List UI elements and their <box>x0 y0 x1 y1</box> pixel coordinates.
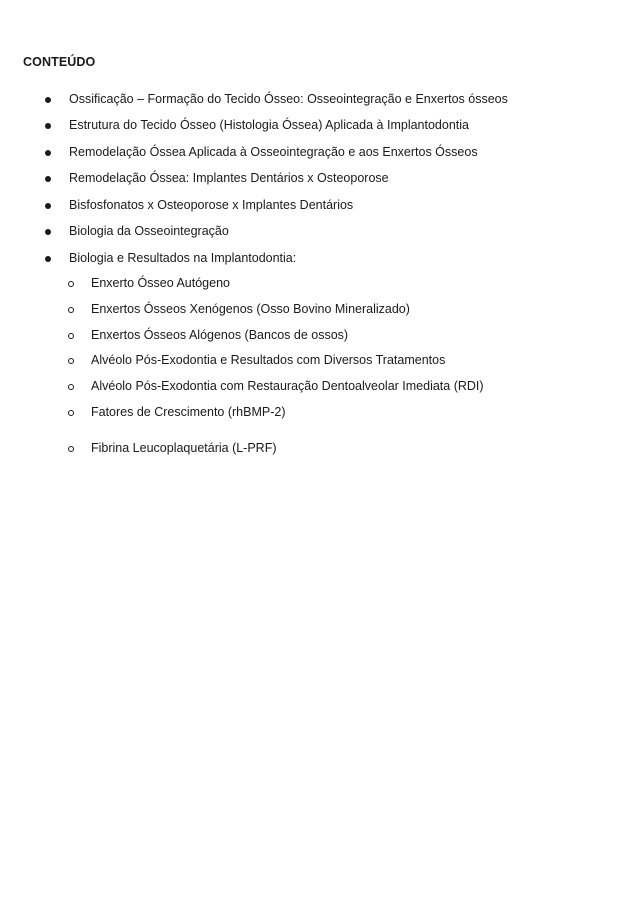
list-item: Estrutura do Tecido Ósseo (Histologia Óssea) Aplicada à Implantodontia <box>69 118 469 132</box>
sub-bullet-icon <box>68 281 74 287</box>
sub-list-item: Fatores de Crescimento (rhBMP-2) <box>91 405 286 419</box>
list-item: Bisfosfonatos x Osteoporose x Implantes Dentários <box>69 198 354 212</box>
sub-bullet-icon <box>68 358 74 364</box>
sub-bullet-icon <box>68 333 74 339</box>
sub-bullet-icon <box>68 307 74 313</box>
bullet-icon <box>45 229 51 235</box>
sub-bullet-icon <box>68 446 74 452</box>
sub-bullet-icon <box>68 384 74 390</box>
sub-list-item: Enxertos Ósseos Alógenos (Bancos de ossos) <box>91 328 349 342</box>
bullet-icon <box>45 203 51 209</box>
list-item: Remodelação Óssea Aplicada à Osseointegração e aos Enxertos Ósseos <box>69 145 478 159</box>
sub-list-item: Alvéolo Pós-Exodontia e Resultados com Diversos Tratamentos <box>91 353 446 367</box>
content-heading: CONTEÚDO <box>23 55 96 69</box>
sub-list-item: Enxerto Ósseo Autógeno <box>91 276 230 290</box>
bullet-icon <box>45 176 51 182</box>
sub-list-item: Fibrina Leucoplaquetária (L-PRF) <box>91 441 277 455</box>
list-item: Biologia da Osseointegração <box>69 224 229 238</box>
list-item: Ossificação – Formação do Tecido Ósseo: Osseointegração e Enxertos ósseos <box>69 92 508 106</box>
bullet-icon <box>45 123 51 129</box>
sub-list-item: Alvéolo Pós-Exodontia com Restauração Dentoalveolar Imediata (RDI) <box>91 379 484 393</box>
list-item: Remodelação Óssea: Implantes Dentários x Osteoporose <box>69 171 389 185</box>
sub-list-item: Enxertos Ósseos Xenógenos (Osso Bovino Mineralizado) <box>91 302 410 316</box>
sub-bullet-icon <box>68 410 74 416</box>
bullet-icon <box>45 97 51 103</box>
bullet-icon <box>45 256 51 262</box>
bullet-icon <box>45 150 51 156</box>
list-item: Biologia e Resultados na Implantodontia: <box>69 251 297 265</box>
